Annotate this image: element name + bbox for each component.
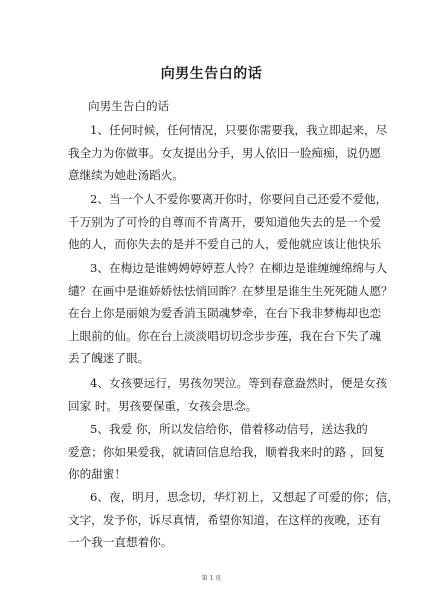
paragraph-3 [68,257,393,370]
paragraph-line: 4、女孩要远行，男孩勿哭泣。等到春意盎然时，便是女孩 [90,376,388,390]
paragraph-2 [68,188,388,256]
paragraph-line: 缱？在画中是谁娇娇怯怯悄回眸？在梦里是谁生生死死随人愿？ [68,283,393,298]
paragraph-line: 意继续为她赴汤蹈火。 [68,168,184,182]
paragraph-line: 他的人，而你失去的是并不爱自己的人，爱他就应该让他快乐 [68,237,382,251]
document-subtitle: 向男生告白的话 [88,99,170,113]
paragraph-line: 在台上你是丽娘为爱香消玉陨魂梦牵，在台下我非梦梅却也恋 [68,306,382,320]
paragraph-6 [68,486,399,554]
page-number: 第 1 页 [201,575,222,582]
paragraph-line: 爱意；你如果爱我，就请回信息给我，顺着我来时的路 ，回复 [68,444,385,459]
document-title: 向男生告白的话 [160,66,263,82]
paragraph-line: 上眼前的仙。你在台上淡淡唱切切念步步莲，我在台下失了魂 [68,328,382,343]
paragraph-line: 6、夜，明月，思念切，华灯初上，又想起了可爱的你；信， [90,490,399,504]
paragraph-line: 丢了魄迷了眼。 [68,351,150,365]
paragraph-line: 千万别为了可怜的自尊而不肯离开，要知道他失去的是一个爱 [68,214,382,229]
paragraph-1 [68,119,388,187]
paragraph-line: 5、我爱 你，所以发信给你，借着移动信号，送达我的 [90,422,368,436]
paragraph-line: 1、任何时候，任何情况，只要你需要我，我立即起来，尽 [90,123,388,137]
paragraph-line: 文字，发予你，诉尽真情，希望你知道，在这样的夜晚，还有 [68,512,382,527]
paragraph-line: 你的甜蜜！ [68,467,126,481]
paragraph-line: 一个我一直想着你。 [68,535,173,549]
paragraph-4 [68,372,388,417]
paragraph-line: 2、当一个人不爱你要离开你时，你要问自己还爱不爱他， [90,192,388,206]
paragraph-line: 我全力为你做事。女友提出分手，男人依旧一脸痴痴，说仍愿 [68,145,382,160]
paragraph-line: 回家 时。男孩要保重，女孩会思念。 [68,398,258,413]
paragraph-line: 3、在梅边是谁娉娉婷婷惹人怜？在柳边是谁缠缠绵绵与人 [90,261,388,275]
paragraph-5 [68,418,385,486]
